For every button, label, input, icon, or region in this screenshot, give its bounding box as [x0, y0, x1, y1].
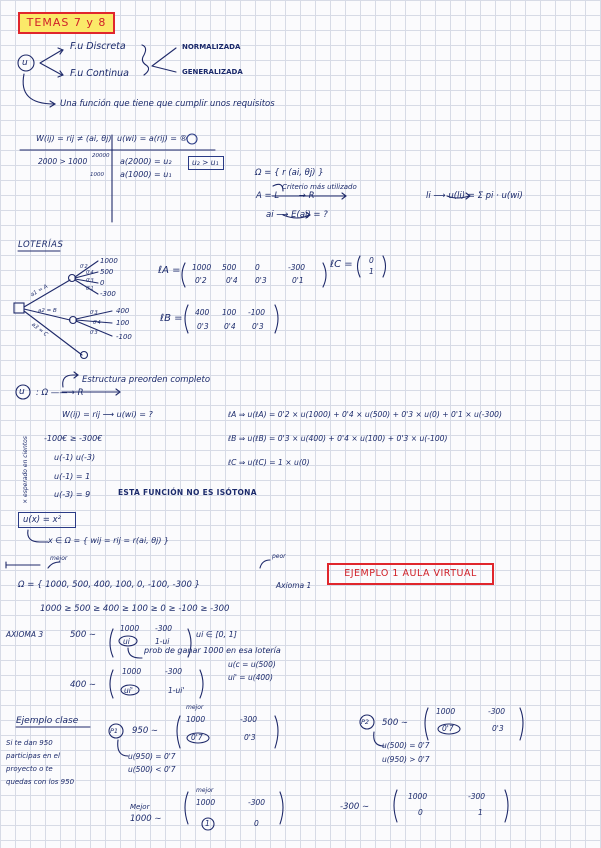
lB-r1-1: 100 [222, 308, 237, 317]
lA-r2-0: 0'2 [195, 276, 207, 285]
omega-li: li ⟶ u(li) = Σ pi · u(wi) [426, 191, 523, 201]
l500-label: 500 ∼ [70, 630, 97, 640]
line-0: -100€ ≥ -300€ [44, 434, 103, 443]
brace-1 [142, 45, 149, 75]
m500p2-r2-1: 0'3 [492, 724, 504, 733]
uc-text: u(c = u(500) [228, 660, 276, 669]
m950-r2-1: 0'3 [244, 733, 256, 742]
line-2: u(-1) = 1 [54, 472, 91, 481]
lA-r1-2: 0 [255, 263, 260, 272]
tree-mid-p-2: 0'3 [90, 330, 98, 336]
tree-mid-2: -100 [116, 333, 132, 341]
m300-r2-1: 1 [478, 808, 483, 817]
arrow-down-req [23, 74, 54, 104]
requisitos-text: Una función que tiene que cumplir unos requisitos [60, 99, 275, 109]
lC-v0: 0 [369, 256, 374, 265]
lA-r2-2: 0'3 [255, 276, 267, 285]
lA-r1-0: 1000 [192, 263, 212, 272]
lC-v1: 1 [369, 267, 374, 276]
eq-lC: ℓC ⇒ u(ℓC) = 1 × u(0) [228, 458, 310, 467]
tree-top-1: 500 [100, 268, 114, 276]
peor-label: peor [272, 553, 286, 560]
u-symbol-2: u [19, 387, 25, 397]
u-symbol: u [22, 58, 28, 68]
l950-label: 950 ∼ [132, 726, 159, 736]
ux-box: u(x) = x² [18, 512, 76, 528]
line-3: u(-3) = 9 [54, 490, 91, 499]
r500: u(500) < 0'7 [128, 765, 176, 774]
l400-label: 400 ∼ [70, 680, 97, 690]
m950-r1-1: -300 [240, 715, 258, 724]
line-1: u(-1) u(-3) [54, 453, 96, 462]
l500-p2: 500 ∼ [382, 718, 409, 728]
note-1: participas en el [6, 752, 60, 760]
m1000-r1-1: -300 [248, 798, 266, 807]
tree-top-p-0: 0'2 [80, 264, 88, 270]
side-note: × esperado en cientos [21, 436, 29, 504]
decision-square [14, 303, 24, 313]
lA-label: ℓA = [158, 265, 181, 276]
lB-r1-2: -100 [248, 308, 266, 317]
r950: u(950) = 0'7 [128, 752, 176, 761]
table-r2-b: 1000 [90, 172, 104, 178]
fu-continua: F.u Continua [70, 68, 129, 79]
axioma3-label: AXIOMA 3 [6, 630, 44, 639]
loterias-heading: LOTERÍAS [18, 240, 64, 250]
mejor-bottom: mejor [196, 787, 214, 794]
r950b: u(950) > 0'7 [382, 755, 430, 764]
omega-def: Ω = { r (ai, θj) } [255, 168, 324, 178]
prob-text: prob de ganar 1000 en esa lotería [144, 646, 281, 655]
omega-map: : Ω ——→ R [36, 388, 84, 398]
m300-r2-0: 0 [418, 808, 423, 817]
page-title: TEMAS 7 y 8 [18, 12, 115, 34]
lA-r1-3: -300 [288, 263, 306, 272]
ui-prime-text: ui' = u(400) [228, 673, 273, 682]
tree-mid-1: 100 [116, 319, 130, 327]
m500-r1-1: -300 [155, 624, 173, 633]
tree-top-3: -300 [100, 290, 116, 298]
lC-label: ℓC = [330, 259, 353, 270]
m1000-r1-0: 1000 [196, 798, 216, 807]
note-2: proyecto o te [6, 765, 53, 773]
tree-top-p-1: 0'4 [86, 270, 94, 276]
tree-top-0: 1000 [100, 257, 118, 265]
omega-set: Ω = { 1000, 500, 400, 100, 0, -100, -300 } [18, 580, 200, 590]
p2-label: P2 [361, 718, 370, 726]
u2-gt-u1-box: u₂ > u₁ [188, 156, 224, 170]
branch-arrows-right [152, 48, 176, 72]
tree-top-p-2: 0'3 [86, 278, 94, 284]
p1-label: P1 [110, 727, 119, 735]
tree-a2: a2 = B [38, 308, 57, 314]
m400-r2-0: ui' [124, 686, 133, 695]
m300-r1-1: -300 [468, 792, 486, 801]
lB-r2-0: 0'3 [197, 322, 209, 331]
lB-label: ℓB = [160, 313, 183, 324]
order-line: 1000 ≥ 500 ≥ 400 ≥ 100 ≥ 0 ≥ -100 ≥ -300 [40, 604, 230, 614]
m500p2-r1-0: 1000 [436, 707, 456, 716]
m1000-r2-0: 1 [205, 819, 210, 828]
tree-top-2: 0 [100, 279, 105, 287]
m400-r2-1: 1-ui' [168, 686, 185, 695]
r500b: u(500) = 0'7 [382, 741, 430, 750]
table-r1-a: 2000 > 1000 [38, 157, 88, 166]
m500-r2-0: ui [123, 637, 130, 646]
w-to-u: W(ij) = rij ⟶ u(wi) = ? [62, 410, 153, 419]
m1000-r2-1: 0 [254, 819, 259, 828]
lB-r1-0: 400 [195, 308, 210, 317]
eq-lA: ℓA ⇒ u(ℓA) = 0'2 × u(1000) + 0'4 × u(500) + 0'3 × u(0) + 0'1 × u(-300) [228, 410, 502, 419]
generalizada-label: GENERALIZADA [182, 68, 243, 76]
tree-a3: a3 = C [30, 321, 49, 339]
table-r1-c: a(2000) = u₂ [120, 157, 172, 166]
note-3: quedas con los 950 [6, 778, 75, 786]
tree-mid-p-0: 0'3 [90, 310, 98, 316]
tree-mid-p-1: 0'4 [93, 320, 101, 326]
m950-r1-0: 1000 [186, 715, 206, 724]
tree-top-p-3: 0'1 [86, 286, 94, 292]
tree-mid-0: 400 [116, 307, 130, 315]
m300-r1-0: 1000 [408, 792, 428, 801]
mejor-bottom-2: Mejor [130, 803, 150, 811]
tree-a1: a1 = A [29, 283, 49, 299]
fu-discreta: F.u Discreta [70, 41, 126, 52]
eq-lB: ℓB ⇒ u(ℓB) = 0'3 × u(400) + 0'4 × u(100) + 0'3 × u(-100) [228, 434, 448, 443]
mejor-label: mejor [50, 555, 68, 562]
omega-arrow: A = L ——→ R [256, 191, 315, 201]
table-r1-b: 20000 [92, 153, 110, 159]
estructura-label: Estructura preorden completo [82, 375, 211, 385]
axioma1-label: Axioma 1 [276, 581, 312, 590]
normalizada-label: NORMALIZADA [182, 43, 241, 51]
lA-r2-1: 0'4 [226, 276, 238, 285]
ui-range: ui ∈ [0, 1] [196, 630, 237, 639]
table-header-w: W(ij) = rij ≠ (ai, θj) [36, 134, 112, 143]
table-r2-c: a(1000) = u₁ [120, 170, 172, 179]
lB-r2-1: 0'4 [224, 322, 236, 331]
x-in-omega: x ∈ Ω = { wij = rij = r(ai, θj) } [48, 536, 170, 545]
lB-r2-2: 0'3 [252, 322, 264, 331]
m500p2-r2-0: 0'7 [442, 724, 454, 733]
mejor-p1: mejor [186, 704, 204, 711]
l300-label: -300 ∼ [340, 802, 370, 812]
no-isotona-text: ESTA FUNCIÓN NO ES ISÓTONA [118, 488, 257, 497]
criterio-label: Criterio más utilizado [282, 183, 357, 191]
l1000-label: 1000 ∼ [130, 814, 162, 824]
m950-r2-0: 0'7 [191, 733, 203, 742]
branch-arrows-left [40, 50, 62, 75]
table-header-u: u(wi) = a(rij) = ® [117, 134, 188, 143]
omega-ai: ai ⟶ E(ai) = ? [266, 210, 328, 220]
ejemplo-aula-box: EJEMPLO 1 AULA VIRTUAL [327, 563, 494, 585]
ejemplo-clase-heading: Ejemplo clase [16, 716, 79, 726]
note-0: Si te dan 950 [6, 739, 53, 747]
m500-r2-1: 1-ui [155, 637, 170, 646]
m500-r1-0: 1000 [120, 624, 140, 633]
lA-r1-1: 500 [222, 263, 237, 272]
m400-r1-1: -300 [165, 667, 183, 676]
lA-r2-3: 0'1 [292, 276, 304, 285]
m400-r1-0: 1000 [122, 667, 142, 676]
m500p2-r1-1: -300 [488, 707, 506, 716]
